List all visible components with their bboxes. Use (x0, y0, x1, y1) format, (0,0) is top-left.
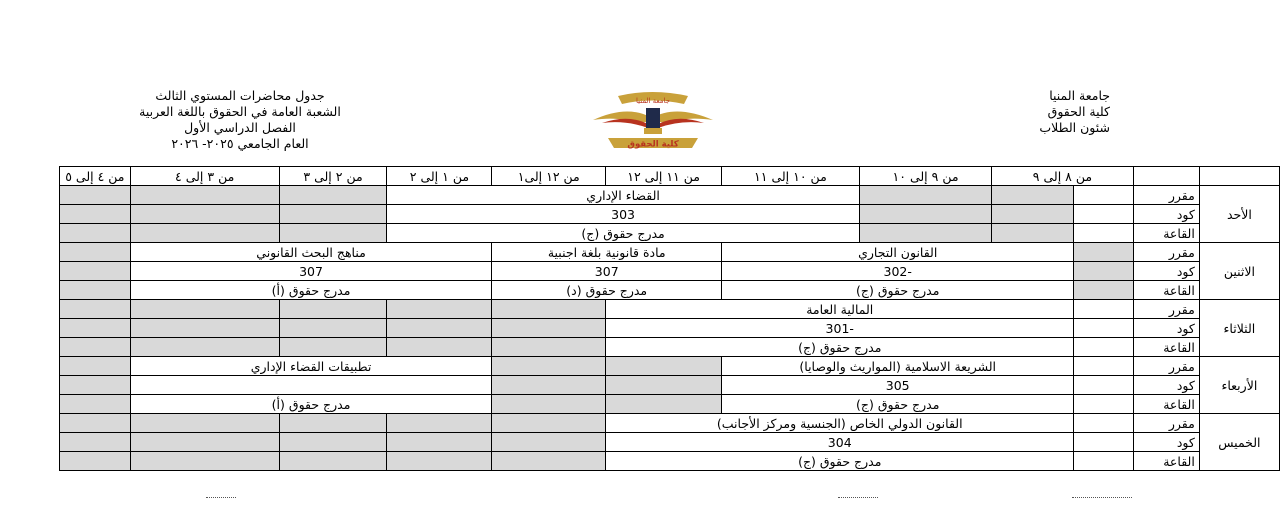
course-name-cell: المالية العامة (606, 300, 1074, 319)
row-label-hall: القاعة (1133, 452, 1199, 471)
header-title: جدول محاضرات المستوي الثالث (155, 88, 325, 103)
empty-cell (1074, 243, 1133, 262)
time-slot-header: من ٩ إلى ١٠ (859, 167, 992, 186)
empty-cell (279, 224, 387, 243)
course-code-cell: 303 (387, 205, 859, 224)
time-slot-header: من ١٠ إلى ١١ (722, 167, 860, 186)
hall-cell: مدرج حقوق (ج) (606, 338, 1074, 357)
empty-cell (387, 433, 492, 452)
empty-cell (60, 243, 131, 262)
hall-cell: مدرج حقوق (د) (492, 281, 722, 300)
empty-cell (387, 300, 492, 319)
empty-cell (1074, 224, 1133, 243)
empty-cell (60, 376, 131, 395)
table-row (60, 395, 1280, 414)
row-label-code: كود (1133, 376, 1199, 395)
row-label-course: مقرر (1133, 243, 1199, 262)
empty-cell (1074, 433, 1133, 452)
row-label-code: كود (1133, 262, 1199, 281)
empty-cell (492, 300, 606, 319)
empty-cell (859, 186, 992, 205)
table-row (60, 262, 1280, 281)
course-name-cell: القانون التجاري (722, 243, 1074, 262)
cutoff-footer-fragment (1072, 497, 1132, 504)
empty-cell (60, 395, 131, 414)
day-label-tuesday: الثلاثاء (1199, 300, 1279, 357)
hall-cell: مدرج حقوق (ج) (722, 395, 1074, 414)
course-name-cell: القانون الدولي الخاص (الجنسية ومركز الأجانب) (606, 414, 1074, 433)
row-label-code: كود (1133, 433, 1199, 452)
row-label-hall: القاعة (1133, 281, 1199, 300)
header-division: الشعبة العامة في الحقوق باللغة العربية (139, 104, 341, 119)
table-row (60, 433, 1280, 452)
empty-cell (1074, 338, 1133, 357)
empty-cell (1074, 357, 1133, 376)
course-code-cell: 305 (722, 376, 1074, 395)
document-header-left (130, 88, 350, 152)
empty-cell (492, 319, 606, 338)
empty-cell (60, 433, 131, 452)
empty-cell (1074, 376, 1133, 395)
row-label-course: مقرر (1133, 357, 1199, 376)
empty-cell (130, 452, 279, 471)
table-row (60, 414, 1280, 433)
empty-cell (279, 452, 387, 471)
empty-cell (279, 186, 387, 205)
header-department: شئون الطلاب (1039, 120, 1110, 135)
logo-faculty-text: كلية الحقوق (627, 139, 679, 150)
hall-cell: مدرج حقوق (ج) (387, 224, 859, 243)
course-name-cell: القضاء الإداري (387, 186, 859, 205)
hall-cell: مدرج حقوق (ج) (606, 452, 1074, 471)
row-label-course: مقرر (1133, 414, 1199, 433)
empty-cell (279, 300, 387, 319)
table-row (60, 319, 1280, 338)
empty-cell (279, 205, 387, 224)
row-label-column-header (1133, 167, 1199, 186)
time-slot-header: من ١١ إلى ١٢ (606, 167, 722, 186)
empty-cell (606, 376, 722, 395)
empty-cell (992, 205, 1074, 224)
hall-cell: مدرج حقوق (ج) (722, 281, 1074, 300)
empty-cell (1074, 300, 1133, 319)
course-code-cell: 307 (492, 262, 722, 281)
empty-cell (279, 433, 387, 452)
empty-cell (1074, 395, 1133, 414)
row-label-hall: القاعة (1133, 395, 1199, 414)
empty-cell (606, 395, 722, 414)
empty-cell (130, 205, 279, 224)
empty-cell (60, 452, 131, 471)
header-faculty: كلية الحقوق (1047, 104, 1110, 119)
course-name-cell: مناهج البحث القانوني (130, 243, 492, 262)
empty-cell (1074, 186, 1133, 205)
table-row (60, 300, 1280, 319)
hall-cell: مدرج حقوق (أ) (130, 281, 492, 300)
day-label-sunday: الأحد (1199, 186, 1279, 243)
empty-cell (492, 357, 606, 376)
header-academic-year: العام الجامعي ٢٠٢٥- ٢٠٢٦ (171, 136, 309, 151)
row-label-hall: القاعة (1133, 224, 1199, 243)
day-label-monday: الاثنين (1199, 243, 1279, 300)
hall-cell: مدرج حقوق (أ) (130, 395, 492, 414)
empty-cell (492, 414, 606, 433)
empty-cell (606, 357, 722, 376)
row-label-code: كود (1133, 205, 1199, 224)
empty-cell (60, 414, 131, 433)
empty-cell (130, 224, 279, 243)
time-slot-header: من ٨ إلى ٩ (992, 167, 1133, 186)
empty-cell (859, 224, 992, 243)
course-code-cell: 307 (130, 262, 492, 281)
empty-cell (387, 452, 492, 471)
faculty-logo (588, 90, 718, 152)
row-label-hall: القاعة (1133, 338, 1199, 357)
empty-cell (130, 319, 279, 338)
empty-cell (60, 319, 131, 338)
empty-cell (492, 452, 606, 471)
empty-cell (387, 319, 492, 338)
empty-cell (492, 395, 606, 414)
empty-cell (60, 224, 131, 243)
empty-cell (60, 357, 131, 376)
time-slot-header: من ٢ إلى ٣ (279, 167, 387, 186)
empty-cell (1074, 262, 1133, 281)
course-code-cell: 301- (606, 319, 1074, 338)
time-slot-header: من ١٢ إلى١ (492, 167, 606, 186)
cutoff-footer-fragment (838, 497, 878, 504)
day-label-wednesday: الأربعاء (1199, 357, 1279, 414)
time-slot-header: من ١ إلى ٢ (387, 167, 492, 186)
course-code-cell: 302- (722, 262, 1074, 281)
lecture-schedule-table (59, 166, 1280, 471)
table-row (60, 205, 1280, 224)
empty-cell (279, 414, 387, 433)
table-row (60, 452, 1280, 471)
empty-cell (130, 186, 279, 205)
table-row (60, 281, 1280, 300)
day-label-thursday: الخميس (1199, 414, 1279, 471)
empty-cell (1074, 205, 1133, 224)
course-name-cell: مادة قانونية بلغة اجنبية (492, 243, 722, 262)
empty-cell (130, 338, 279, 357)
empty-cell (387, 414, 492, 433)
table-row (60, 376, 1280, 395)
empty-cell (387, 338, 492, 357)
empty-cell (60, 281, 131, 300)
empty-cell (60, 205, 131, 224)
empty-cell (1074, 281, 1133, 300)
empty-cell (992, 224, 1074, 243)
course-code-cell (130, 376, 492, 395)
empty-cell (492, 338, 606, 357)
table-row (60, 186, 1280, 205)
empty-cell (60, 186, 131, 205)
empty-cell (279, 319, 387, 338)
course-code-cell: 304 (606, 433, 1074, 452)
time-header-row (60, 167, 1280, 186)
time-slot-header: من ٣ إلى ٤ (130, 167, 279, 186)
row-label-course: مقرر (1133, 300, 1199, 319)
course-name-cell: تطبيقات القضاء الإداري (130, 357, 492, 376)
empty-cell (859, 205, 992, 224)
table-row (60, 243, 1280, 262)
empty-cell (60, 300, 131, 319)
empty-cell (60, 262, 131, 281)
empty-cell (130, 300, 279, 319)
empty-cell (992, 186, 1074, 205)
empty-cell (1074, 414, 1133, 433)
empty-cell (130, 433, 279, 452)
empty-cell (130, 414, 279, 433)
day-column-header (1199, 167, 1279, 186)
table-row (60, 357, 1280, 376)
empty-cell (492, 433, 606, 452)
table-row (60, 224, 1280, 243)
empty-cell (60, 338, 131, 357)
header-university: جامعة المنيا (1049, 88, 1110, 103)
empty-cell (279, 338, 387, 357)
logo-university-text: جامعة المنيا (635, 97, 671, 105)
header-semester: الفصل الدراسي الأول (184, 120, 296, 135)
empty-cell (1074, 319, 1133, 338)
document-header-right (1000, 88, 1110, 136)
cutoff-footer-fragment (206, 497, 236, 504)
empty-cell (492, 376, 606, 395)
table-row (60, 338, 1280, 357)
row-label-course: مقرر (1133, 186, 1199, 205)
course-name-cell: الشريعة الاسلامية (المواريث والوصايا) (722, 357, 1074, 376)
row-label-code: كود (1133, 319, 1199, 338)
time-slot-header: من ٤ إلى ٥ (60, 167, 131, 186)
empty-cell (1074, 452, 1133, 471)
